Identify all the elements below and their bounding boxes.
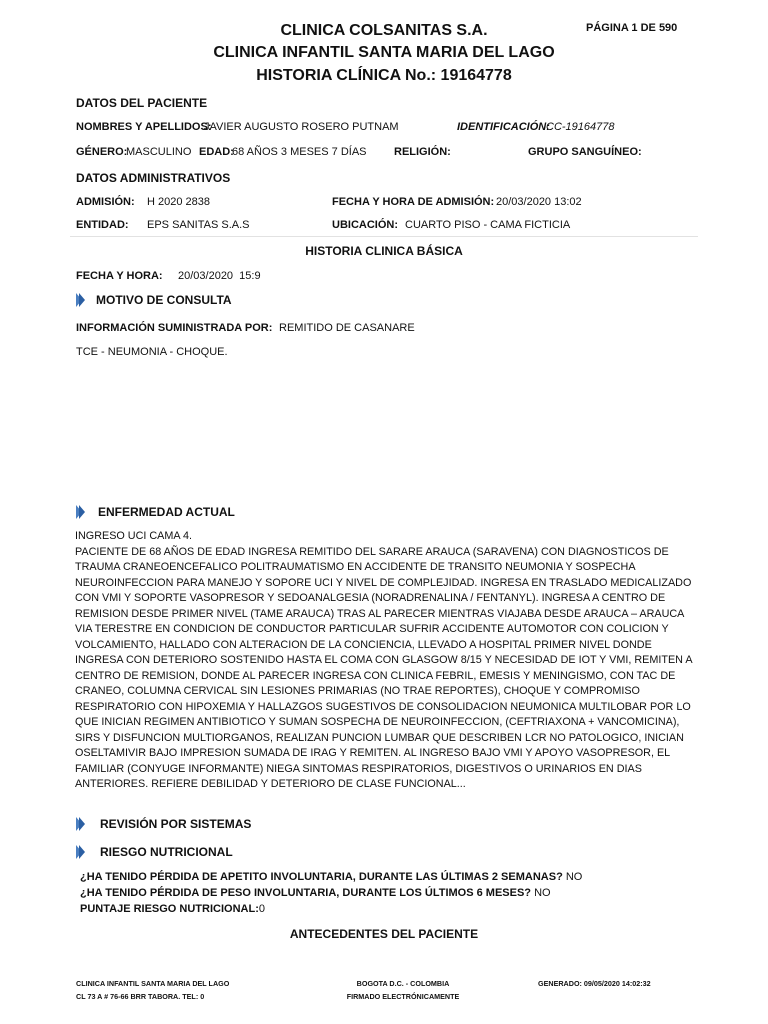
systems-review-section-title: REVISIÓN POR SISTEMAS [100, 817, 252, 831]
consult-reason-text: TCE - NEUMONIA - CHOQUE. [76, 346, 228, 358]
illness-text-line: CON VMI Y SOPORTE VASOPRESOR Y SEDOANALGESIA (NORADRENALINA / FENTANYL). INGRESA A CENTRO DE [75, 592, 666, 604]
admission-datetime-value: 20/03/2020 13:02 [496, 196, 582, 208]
illness-text-line: VOLCAMIENTO, HALLADO CON ALTERACION DE LA CONCIENCIA, LLEVADO A HOSPITAL PRIMER NIVEL DONDE [75, 638, 652, 651]
section-divider [70, 236, 698, 237]
illness-text-line: REMISION DESDE PRIMER NIVEL (TAME ARAUCA) TRAS AL PARECER MIENTRAS VIAJABA DESDE ARAUCA – ARAUCA [75, 607, 685, 620]
clinic-name-title: CLINICA INFANTIL SANTA MARIA DEL LAGO [213, 44, 555, 61]
illness-text-line: FAMILIAR (CONYUGE INFORMANTE) NIEGA SINTOMAS RESPIRATORIOS, DIGESTIVOS O URINARIOS EN DIAS [75, 762, 642, 775]
appetite-question-label: ¿HA TENIDO PÉRDIDA DE APETITO INVOLUNTARIA, DURANTE LAS ÚLTIMAS 2 SEMANAS? [80, 871, 563, 883]
nutrition-risk-section-title: RIESGO NUTRICIONAL [100, 845, 233, 859]
appetite-question-answer: NO [565, 871, 583, 883]
double-chevron-right-icon [76, 817, 86, 831]
clinic-company-title: CLINICA COLSANITAS S.A. [280, 22, 488, 39]
illness-text-line: NEUROINFECCION PARA MANEJO Y SOPORE UCI Y NIVEL DE COMPLEJIDAD. INGRESA EN TRASLADO MEDICALIZADO [75, 576, 692, 589]
nutrition-score [80, 903, 265, 915]
admin-section-title: DATOS ADMINISTRATIVOS [76, 171, 231, 185]
illness-text-line: INGRESO UCI CAMA 4. [75, 530, 192, 542]
nutrition-question-weight [80, 887, 551, 899]
basic-history-title: HISTORIA CLINICA BÁSICA [305, 244, 463, 258]
id-value: CC-19164778 [546, 121, 615, 133]
admission-value: H 2020 2838 [147, 196, 210, 208]
footer-generated: GENERADO: 09/05/2020 14:02:32 [538, 979, 651, 988]
age-value: 68 AÑOS 3 MESES 7 DÍAS [232, 146, 367, 158]
illness-text-line: VIA TERESTRE EN CONDICION DE CONDUCTOR PARTICULAR SUFRIR ACCIDENTE AUTOMOTOR CON COLICION Y [75, 623, 669, 635]
illness-text-line: TRAUMA CRANEOENCEFALICO POLITRAUMATISMO EN ACCIDENTE DE TRANSITO NEUMONIA Y SOSPECHA [75, 561, 636, 573]
current-illness-section-title: ENFERMEDAD ACTUAL [98, 505, 235, 519]
blood-type-label: GRUPO SANGUÍNEO: [528, 146, 642, 158]
age-label: EDAD: [199, 146, 234, 158]
double-chevron-right-icon [76, 845, 86, 859]
entity-label: ENTIDAD: [76, 219, 129, 231]
record-number-title: HISTORIA CLÍNICA No.: 19164778 [256, 67, 512, 84]
gender-value: MASCULINO [126, 146, 192, 158]
footer-signed: FIRMADO ELECTRÓNICAMENTE [346, 992, 460, 1001]
footer-clinic-name: CLINICA INFANTIL SANTA MARIA DEL LAGO [76, 979, 230, 988]
illness-text-line: RESPIRATORIO CON HIPOXEMIA Y HALLAZGOS SUGESTIVOS DE CONSOLIDACION NEUMONICA MULTILOBAR POR LO [75, 700, 691, 713]
footer-city: BOGOTA D.C. - COLOMBIA [356, 979, 450, 988]
footer-address: CL 73 A # 76-66 BRR TABORA. TEL: 0 [76, 992, 205, 1001]
double-chevron-right-icon [76, 505, 86, 519]
nutrition-score-label: PUNTAJE RIESGO NUTRICIONAL: [80, 903, 259, 915]
weight-question-answer: NO [534, 887, 551, 899]
illness-text-line: CENTRO DE REMISION, DONDE AL PARECER INGRESA CON CLINICA FEBRIL, EMESIS Y MENINGISMO, CON TAC DE [75, 669, 676, 682]
info-provided-value: REMITIDO DE CASANARE [279, 322, 415, 334]
illness-text-line: SIRS Y DISFUNCION MULTIORGANOS, REALIZAN PUNCION LUMBAR QUE DESCRIBEN LCR NO PATOLOGICO, INICIAN [75, 731, 684, 744]
nutrition-question-appetite [80, 871, 582, 883]
illness-text-line: INGRESA CON DETERIORO SOSTENIDO HASTA EL COMA CON GLASGOW 8/15 Y NECESIDAD DE IOT Y VMI, REMITEN A [75, 654, 693, 666]
id-label: IDENTIFICACIÓN: [457, 121, 550, 133]
religion-label: RELIGIÓN: [394, 146, 451, 158]
name-value: JAVIER AUGUSTO ROSERO PUTNAM [204, 121, 399, 133]
info-provided-label: INFORMACIÓN SUMINISTRADA POR: [76, 322, 273, 334]
name-label: NOMBRES Y APELLIDOS: [76, 121, 212, 133]
consult-datetime-label: FECHA Y HORA: [76, 270, 163, 282]
location-value: CUARTO PISO - CAMA FICTICIA [405, 219, 571, 231]
gender-label: GÉNERO: [76, 146, 128, 158]
admission-label: ADMISIÓN: [76, 196, 135, 208]
consult-reason-section-title: MOTIVO DE CONSULTA [96, 293, 232, 307]
illness-text-line: CRANEO, COLUMNA CERVICAL SIN LESIONES PRIMARIAS (NO TRAE REPORTES), CHOQUE Y COMPROMISO [75, 685, 640, 697]
illness-text-line: QUE INICIAN REGIMEN ANTIBIOTICO Y SUMAN SOSPECHA DE NEUROINFECCION, (CEFTRIAXONA + VANCOMICINA), [75, 716, 680, 728]
entity-value: EPS SANITAS S.A.S [147, 219, 250, 231]
double-chevron-right-icon [76, 293, 86, 307]
illness-text-line: ANTERIORES. REFIERE DEBILIDAD Y DETERIORO DE CLASE FUNCIONAL... [75, 778, 466, 790]
nutrition-score-value: 0 [258, 903, 265, 915]
consult-datetime-value: 20/03/2020 15:9 [178, 270, 261, 282]
admission-datetime-label: FECHA Y HORA DE ADMISIÓN: [332, 196, 495, 208]
illness-text-line: OSELTAMIVIR BAJO IMPRESION SUMADA DE IRAG Y REMITEN. AL INGRESO BAJO VMI Y APOYO VASOPRESOR, EL [75, 747, 671, 759]
illness-text-line: PACIENTE DE 68 AÑOS DE EDAD INGRESA REMITIDO DEL SARARE ARAUCA (SARAVENA) CON DIAGNOSTICOS DE [75, 545, 669, 558]
location-label: UBICACIÓN: [332, 219, 398, 231]
weight-question-label: ¿HA TENIDO PÉRDIDA DE PESO INVOLUNTARIA, DURANTE LOS ÚLTIMOS 6 MESES? [80, 887, 532, 899]
current-illness-text [75, 529, 695, 793]
patient-section-title: DATOS DEL PACIENTE [76, 96, 208, 110]
page-number: PÁGINA 1 DE 590 [586, 22, 678, 34]
patient-history-title: ANTECEDENTES DEL PACIENTE [289, 927, 479, 941]
